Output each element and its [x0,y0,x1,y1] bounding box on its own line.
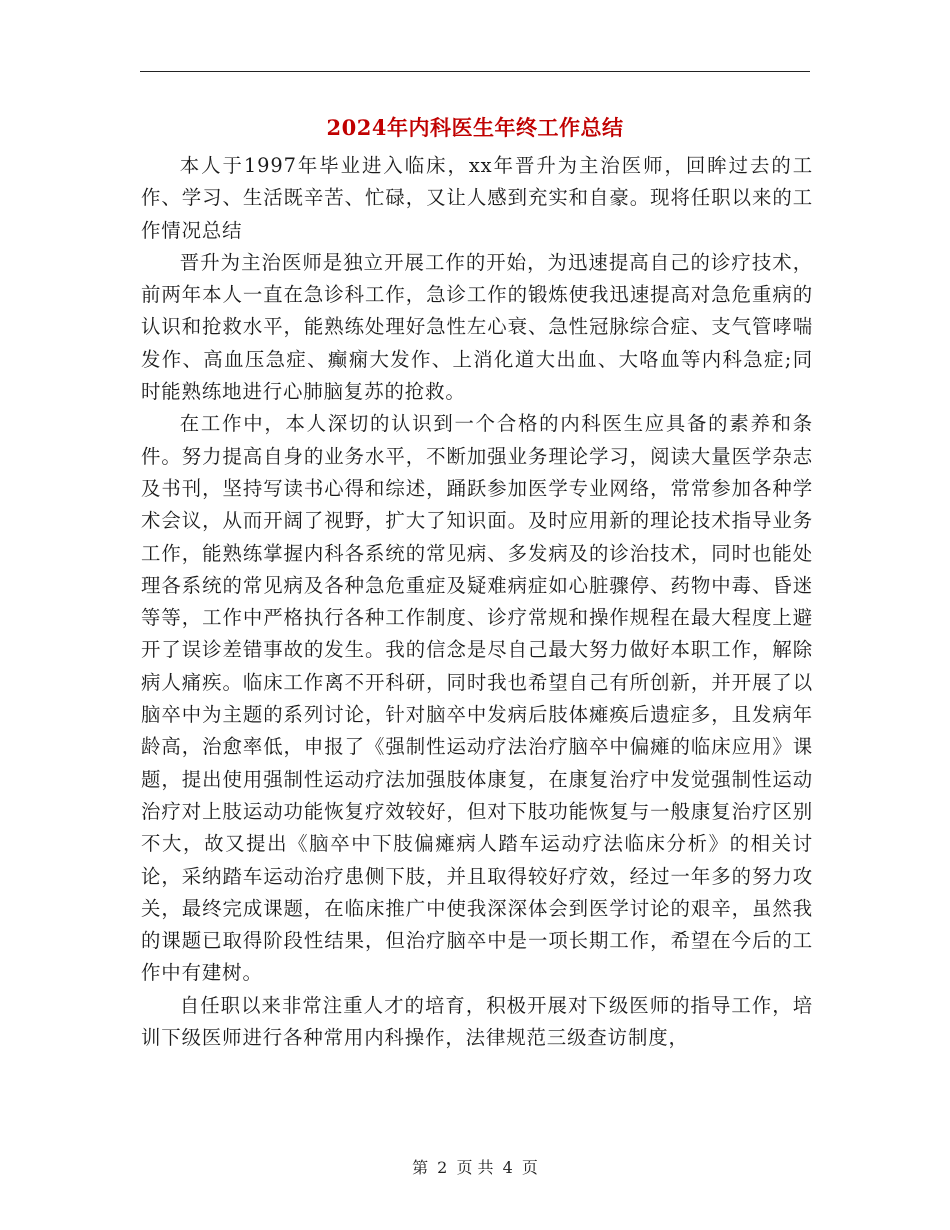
header-rule [140,71,810,72]
footer-suffix: 页 [521,1158,538,1177]
page-footer [0,1155,950,1178]
page-total: 4 [502,1158,513,1177]
paragraph-3: 在工作中，本人深切的认识到一个合格的内科医生应具备的素养和条件。努力提高自身的业务水平，不断加强业务理论学习，阅读大量医学杂志及书刊，坚持写读书心得和综述，踊跃参加医学专业网络，常常参加各种学术会议，从而开阔了视野，扩大了知识面。及时应用新的理论技术指导业务工作，能熟练掌握内科各系统的常见病、多发病及的诊治技术，同时也能处理各系统的常见病及各种急危重症及疑难病症如心脏骤停、药物中毒、昏迷等等，工作中严格执行各种工作制度、诊疗常规和操作规程在最大程度上避开了误诊差错事故的发生。我的信念是尽自己最大努力做好本职工作，解除病人痛疾。临床工作离不开科研，同时我也希望自己有所创新，并开展了以脑卒中为主题的系列讨论，针对脑卒中发病后肢体瘫痪后遗症多，且发病年龄高，治愈率低，申报了《强制性运动疗法治疗脑卒中偏瘫的临床应用》课题，提出使用强制性运动疗法加强肢体康复，在康复治疗中发觉强制性运动治疗对上肢运动功能恢复疗效较好，但对下肢功能恢复与一般康复治疗区别不大，故又提出《脑卒中下肢偏瘫病人踏车运动疗法临床分析》的相关讨论，采纳踏车运动治疗患侧下肢，并且取得较好疗效，经过一年多的努力攻关，最终完成课题，在临床推广中使我深深体会到医学讨论的艰辛，虽然我的课题已取得阶段性结果，但治疗脑卒中是一项长期工作，希望在今后的工作中有建树。 [141,412,813,985]
footer-prefix: 第 [412,1158,429,1177]
paragraph-4: 自任职以来非常注重人才的培育，积极开展对下级医师的指导工作，培训下级医师进行各种常用内科操作，法律规范三级查访制度， [141,993,813,1050]
paragraph-2: 晋升为主治医师是独立开展工作的开始，为迅速提高自己的诊疗技术，前两年本人一直在急诊科工作，急诊工作的锻炼使我迅速提高对急危重病的认识和抢救水平，能熟练处理好急性左心衰、急性冠脉综合症、支气管哮喘发作、高血压急症、癫痫大发作、上消化道大出血、大咯血等内科急症;同时能熟练地进行心肺脑复苏的抢救。 [141,250,813,404]
page-number: 2 [437,1158,448,1177]
document-title: 2024年内科医生年终工作总结 [326,115,624,140]
footer-middle: 页 共 [456,1158,494,1177]
document-body [141,150,813,1054]
paragraph-1: 本人于1997年毕业进入临床，xx年晋升为主治医师，回眸过去的工作、学习、生活既辛苦、忙碌，又让人感到充实和自豪。现将任职以来的工作情况总结 [141,154,813,242]
